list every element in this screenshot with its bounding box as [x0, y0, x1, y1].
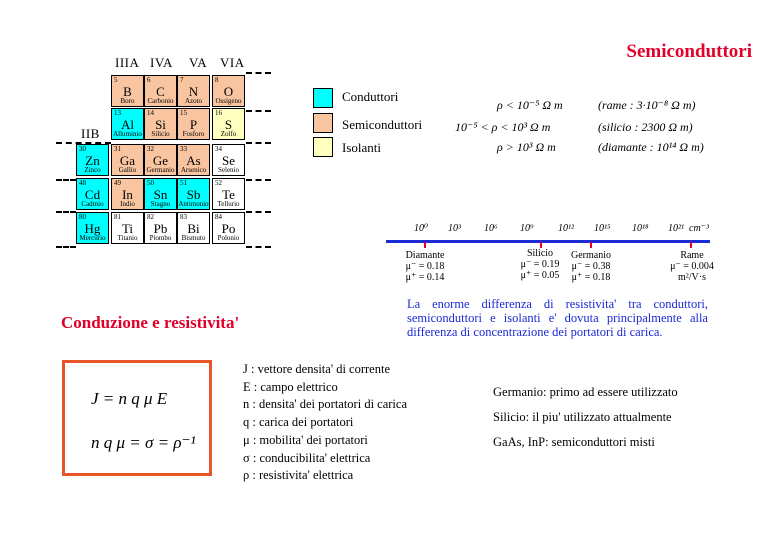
atomic-number: 5	[114, 76, 118, 84]
tick-label: 10⁰	[414, 223, 429, 234]
element-name: Titanio	[117, 234, 138, 242]
element-symbol: S	[224, 117, 233, 132]
legend-label-conduttori: Conduttori	[342, 89, 399, 104]
atomic-number: 7	[180, 76, 184, 84]
marker-diamante	[424, 242, 426, 248]
marker-rame	[690, 242, 692, 248]
element-symbol: Sb	[186, 187, 201, 202]
legend-swatch-semiconduttori	[313, 113, 333, 133]
atomic-number: 30	[79, 145, 86, 153]
mobility-hole: μ⁺ = 0.18	[571, 272, 611, 283]
atomic-number: 50	[147, 179, 154, 187]
atomic-number: 83	[180, 213, 187, 221]
marker-germanio	[590, 242, 592, 248]
element-symbol: Hg	[84, 221, 101, 236]
element-name: Alluminio	[113, 130, 142, 138]
atomic-number: 82	[147, 213, 154, 221]
element-symbol: Bi	[187, 221, 200, 236]
example-semiconductor: (silicio : 2300 Ω m)	[598, 120, 693, 134]
element-po	[212, 212, 245, 244]
range-conductor: ρ < 10⁻⁵ Ω m	[497, 98, 563, 112]
element-symbol: Si	[155, 117, 166, 132]
range-insulator: ρ > 10³ Ω m	[497, 140, 556, 154]
element-symbol: P	[189, 117, 198, 132]
definition-item: J : vettore densita' di corrente	[243, 362, 390, 376]
mobility-units: m²/V·s	[678, 272, 706, 283]
element-symbol: Zn	[85, 153, 100, 168]
mobility-hole: μ⁺ = 0.05	[520, 270, 560, 281]
material-rame	[664, 250, 720, 283]
element-symbol: Se	[222, 153, 235, 168]
element-sb	[177, 178, 210, 210]
atomic-number: 13	[114, 109, 121, 117]
element-symbol: Ge	[152, 153, 169, 168]
element-hg	[76, 212, 109, 244]
element-symbol: C	[156, 84, 165, 99]
definition-item: σ : conducibilita' elettrica	[243, 450, 371, 465]
element-pb	[144, 212, 177, 244]
element-name: Zinco	[84, 166, 101, 174]
legend-label-semiconduttori: Semiconduttori	[342, 117, 423, 132]
material-silicio	[514, 248, 566, 281]
element-name: Boro	[120, 97, 135, 105]
tick-label: 10⁹	[520, 223, 534, 234]
element-bi	[177, 212, 210, 244]
element-symbol: Pb	[153, 221, 168, 236]
scale-axis	[386, 240, 710, 243]
row-divider	[246, 246, 271, 248]
example-insulator: (diamante : 10¹⁴ Ω m)	[598, 140, 704, 154]
row-divider	[246, 110, 271, 112]
element-name: Indio	[120, 200, 135, 208]
element-name: Carbonio	[147, 97, 174, 105]
formula-conductivity: n q μ = σ = ρ⁻¹	[91, 433, 196, 452]
element-name: Mercurio	[79, 234, 106, 242]
material-diamante	[402, 250, 448, 283]
element-symbol: B	[123, 84, 132, 99]
material-name: Germanio	[571, 250, 611, 261]
element-s	[212, 108, 245, 140]
formula-current-density: J = n q μ E	[91, 389, 168, 408]
element-symbol: Ga	[119, 153, 136, 168]
element-zn	[76, 144, 109, 176]
example-conductor: (rame : 3·10⁻⁸ Ω m)	[598, 98, 696, 112]
atomic-number: 81	[114, 213, 121, 221]
legend-swatch-conduttori	[313, 88, 333, 108]
mobility-electron: μ⁻ = 0.19	[520, 259, 560, 270]
element-o	[212, 75, 245, 107]
row-divider	[56, 211, 76, 213]
atomic-number: 14	[147, 109, 154, 117]
tick-label: 10²¹	[668, 223, 684, 234]
atomic-number: 34	[215, 145, 222, 153]
atomic-number: 52	[215, 179, 222, 187]
tick-label: 10¹²	[558, 223, 574, 234]
atomic-number: 84	[215, 213, 222, 221]
element-n	[177, 75, 210, 107]
material-name: Silicio	[526, 248, 554, 259]
element-name: Fosforo	[182, 130, 205, 138]
element-symbol: Te	[222, 187, 235, 202]
element-name: Bismuto	[181, 234, 206, 242]
element-symbol: Ti	[121, 221, 134, 236]
remark-silicio: Silicio: il piu' utilizzato attualmente	[493, 410, 672, 424]
element-symbol: As	[186, 153, 201, 168]
atomic-number: 16	[215, 109, 222, 117]
element-name: Polonio	[217, 234, 240, 242]
element-cd	[76, 178, 109, 210]
element-ga	[111, 144, 144, 176]
definition-item: μ : mobilita' dei portatori	[243, 432, 368, 447]
element-in	[111, 178, 144, 210]
mobility-electron: μ⁻ = 0.18	[405, 261, 445, 272]
range-semiconductor: 10⁻⁵ < ρ < 10³ Ω m	[455, 120, 551, 134]
atomic-number: 49	[114, 179, 121, 187]
mobility-electron: μ⁻ = 0.38	[571, 261, 611, 272]
element-symbol: Al	[121, 117, 134, 132]
row-divider	[246, 72, 271, 74]
group-label-iva: IVA	[150, 55, 173, 70]
group-label-via: VIA	[220, 55, 245, 70]
group-label-va: VA	[189, 55, 208, 70]
definition-item: q : carica dei portatori	[243, 415, 354, 430]
remark-gaas-inp: GaAs, InP: semiconduttori misti	[493, 435, 655, 449]
row-divider	[56, 246, 76, 248]
element-name: Cadmio	[81, 200, 104, 208]
element-ge	[144, 144, 177, 176]
definition-item: E : campo elettrico	[243, 379, 338, 394]
element-symbol: Sn	[153, 187, 168, 202]
element-name: Azoto	[184, 97, 203, 105]
element-te	[212, 178, 245, 210]
element-symbol: Cd	[84, 187, 101, 202]
row-divider	[246, 179, 271, 181]
atomic-number: 15	[180, 109, 187, 117]
legend-swatch-isolanti	[313, 137, 333, 157]
element-name: Tellurio	[217, 200, 240, 208]
definition-item: ρ : resistivita' elettrica	[243, 468, 354, 483]
row-divider	[246, 142, 271, 144]
element-sn	[144, 178, 177, 210]
tick-label: 10¹⁸	[632, 223, 649, 234]
legend-label-isolanti: Isolanti	[342, 140, 381, 155]
mobility-hole: μ⁺ = 0.14	[405, 272, 445, 283]
atomic-number: 6	[147, 76, 151, 84]
group-label-iib: IIB	[81, 126, 100, 141]
page-title: Semiconduttori	[626, 41, 752, 62]
element-name: Ossigeno	[215, 97, 242, 105]
atomic-number: 48	[79, 179, 86, 187]
element-symbol: Po	[221, 221, 236, 236]
formula-box	[62, 360, 212, 476]
element-al	[111, 108, 144, 140]
atomic-number: 33	[180, 145, 187, 153]
element-name: Piombo	[149, 234, 172, 242]
atomic-number: 8	[215, 76, 219, 84]
atomic-number: 51	[180, 179, 187, 187]
mobility-electron: μ⁻ = 0.004	[670, 261, 714, 272]
element-as	[177, 144, 210, 176]
element-name: Silicio	[151, 130, 170, 138]
element-c	[144, 75, 177, 107]
row-divider	[56, 179, 76, 181]
explanation-note: La enorme differenza di resistivita' tra conduttori, semiconduttori e isolanti e' dovuta principalmente alla differenza di concentrazione dei portatori di carica.	[407, 297, 708, 339]
material-name: Rame	[680, 250, 704, 261]
unit-label: cm⁻³	[689, 223, 709, 234]
element-p	[177, 108, 210, 140]
element-name: Antimonio	[178, 200, 209, 208]
element-se	[212, 144, 245, 176]
element-name: Arsenico	[180, 166, 207, 174]
definitions-list	[243, 361, 407, 485]
element-name: Zolfo	[220, 130, 237, 138]
remark-germanio: Germanio: primo ad essere utilizzato	[493, 385, 678, 399]
atomic-number: 32	[147, 145, 154, 153]
element-symbol: In	[122, 187, 133, 202]
element-name: Gallio	[118, 166, 137, 174]
element-ti	[111, 212, 144, 244]
tick-label: 10¹⁵	[594, 223, 611, 234]
material-name: Diamante	[405, 250, 445, 261]
element-name: Stagno	[150, 200, 171, 208]
element-symbol: N	[188, 84, 199, 99]
atomic-number: 80	[79, 213, 86, 221]
group-label-iiia: IIIA	[115, 55, 140, 70]
section-title: Conduzione e resistivita'	[61, 313, 240, 332]
element-symbol: O	[223, 84, 234, 99]
material-germanio	[566, 250, 616, 283]
element-si	[144, 108, 177, 140]
element-b	[111, 75, 144, 107]
tick-label: 10³	[448, 223, 461, 234]
atomic-number: 31	[114, 145, 121, 153]
tick-label: 10⁶	[484, 223, 498, 234]
element-name: Germanio	[146, 166, 175, 174]
definition-item: n : densita' dei portatori di carica	[243, 397, 407, 412]
row-divider	[246, 211, 271, 213]
element-name: Selenio	[218, 166, 239, 174]
